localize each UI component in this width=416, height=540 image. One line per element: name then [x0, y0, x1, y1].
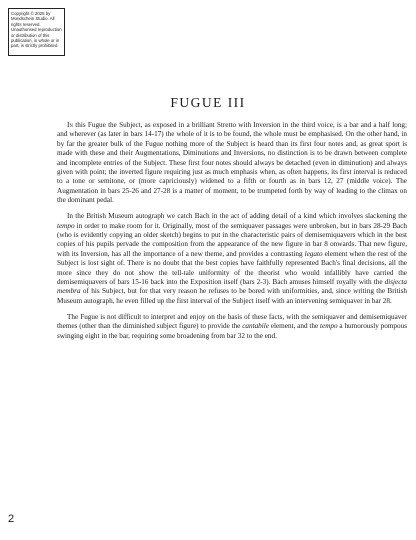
- italic-term: legato: [304, 249, 323, 258]
- text-run: In the British Museum autograph we catch Bach in the act of adding detail of a kind which involves slackening the: [67, 212, 407, 221]
- text-run: in order to make room for it. Originally, most of the semiquaver passages were unbroken, but in bars 28-29 Bach (who is evidently copying an older sketch) begins to put in the characteristic pairs of demisemiquavers which in the best copies of his pupils pervade the composition from the appearance of the new figure in bar 8 onwards. That new figure, with its Inversion, has all the importance of a new theme, and provides a contrasting: [57, 221, 407, 258]
- text-run: a humorously pompous swinging eight in the bar, requiring some broadening from bar 32 to the end.: [57, 322, 407, 340]
- text-run: of his Subject, but for that very reason he refuses to be bored with uniformities, and, since writing the British Museum autograph, he even filled up the first interval of the Subject itself with an intervening semiquaver in bar 28.: [57, 287, 407, 305]
- page-number: 2: [8, 513, 15, 525]
- text-run: this Fugue the Subject, as exposed in a brilliant Stretto with Inversion in the third voice, is a bar and a half long; and wherever (as later in bars 14-17) the whole of it is to be found, the whole must be emphasised. On the other hand, in by far the greater bulk of the Fugue nothing more of the Subject is heard than its first four notes and, as great sport is made with these and their Augmentations, Diminutions and Inversions, no distinction is to be drawn between complete and incomplete entries of the Subject. These first four notes should always be detached (even in diminution) and always given with point; the inverted figure requiring just as much emphasis when, as often happens, its first interval is reduced to a tone or semitone, or (more capriciously) widened to a fifth or fourth as in bars 12, 27 (middle voice). The Augmentation in bars 25-26 and 27-28 is a matter of moment, to be trumpeted forth by way of leading to the climax on the dominant pedal.: [57, 121, 407, 205]
- italic-term: disjecta membra: [57, 278, 407, 296]
- lead-word: In: [67, 121, 74, 129]
- italic-term: tempo: [57, 221, 75, 230]
- page-title: FUGUE III: [170, 95, 246, 110]
- paragraph: [57, 313, 407, 341]
- text-run: element, and the: [268, 322, 321, 331]
- text-run: element when the rest of the Subject is lost sight of. There is no doubt that the best copies have faithfully represented Bach's final decisions, all the more since they do not show the tell-tale uniformity of the theorist who would infallibly have carried the demisemiquavers of bars 15-16 back into the Exposition itself (bars 2-3). Bach amuses himself royally with the: [57, 249, 408, 286]
- italic-term: tempo: [320, 322, 338, 331]
- paragraph: [57, 121, 407, 206]
- copyright-notice: Copyright © 2025 by Mondschein Studio. All rights reserved. Unauthorised reproduction or distribution of this publication, in whole or in part, is strictly prohibited.: [8, 8, 65, 56]
- body-text: [57, 121, 407, 347]
- italic-term: cantabile: [242, 322, 269, 331]
- text-run: The Fugue is not difficult to interpret and enjoy on the basis of these facts, with the semiquaver and demisemiquaver themes (other than the diminished subject figure) to provide the: [57, 312, 407, 331]
- paragraph: [57, 212, 407, 306]
